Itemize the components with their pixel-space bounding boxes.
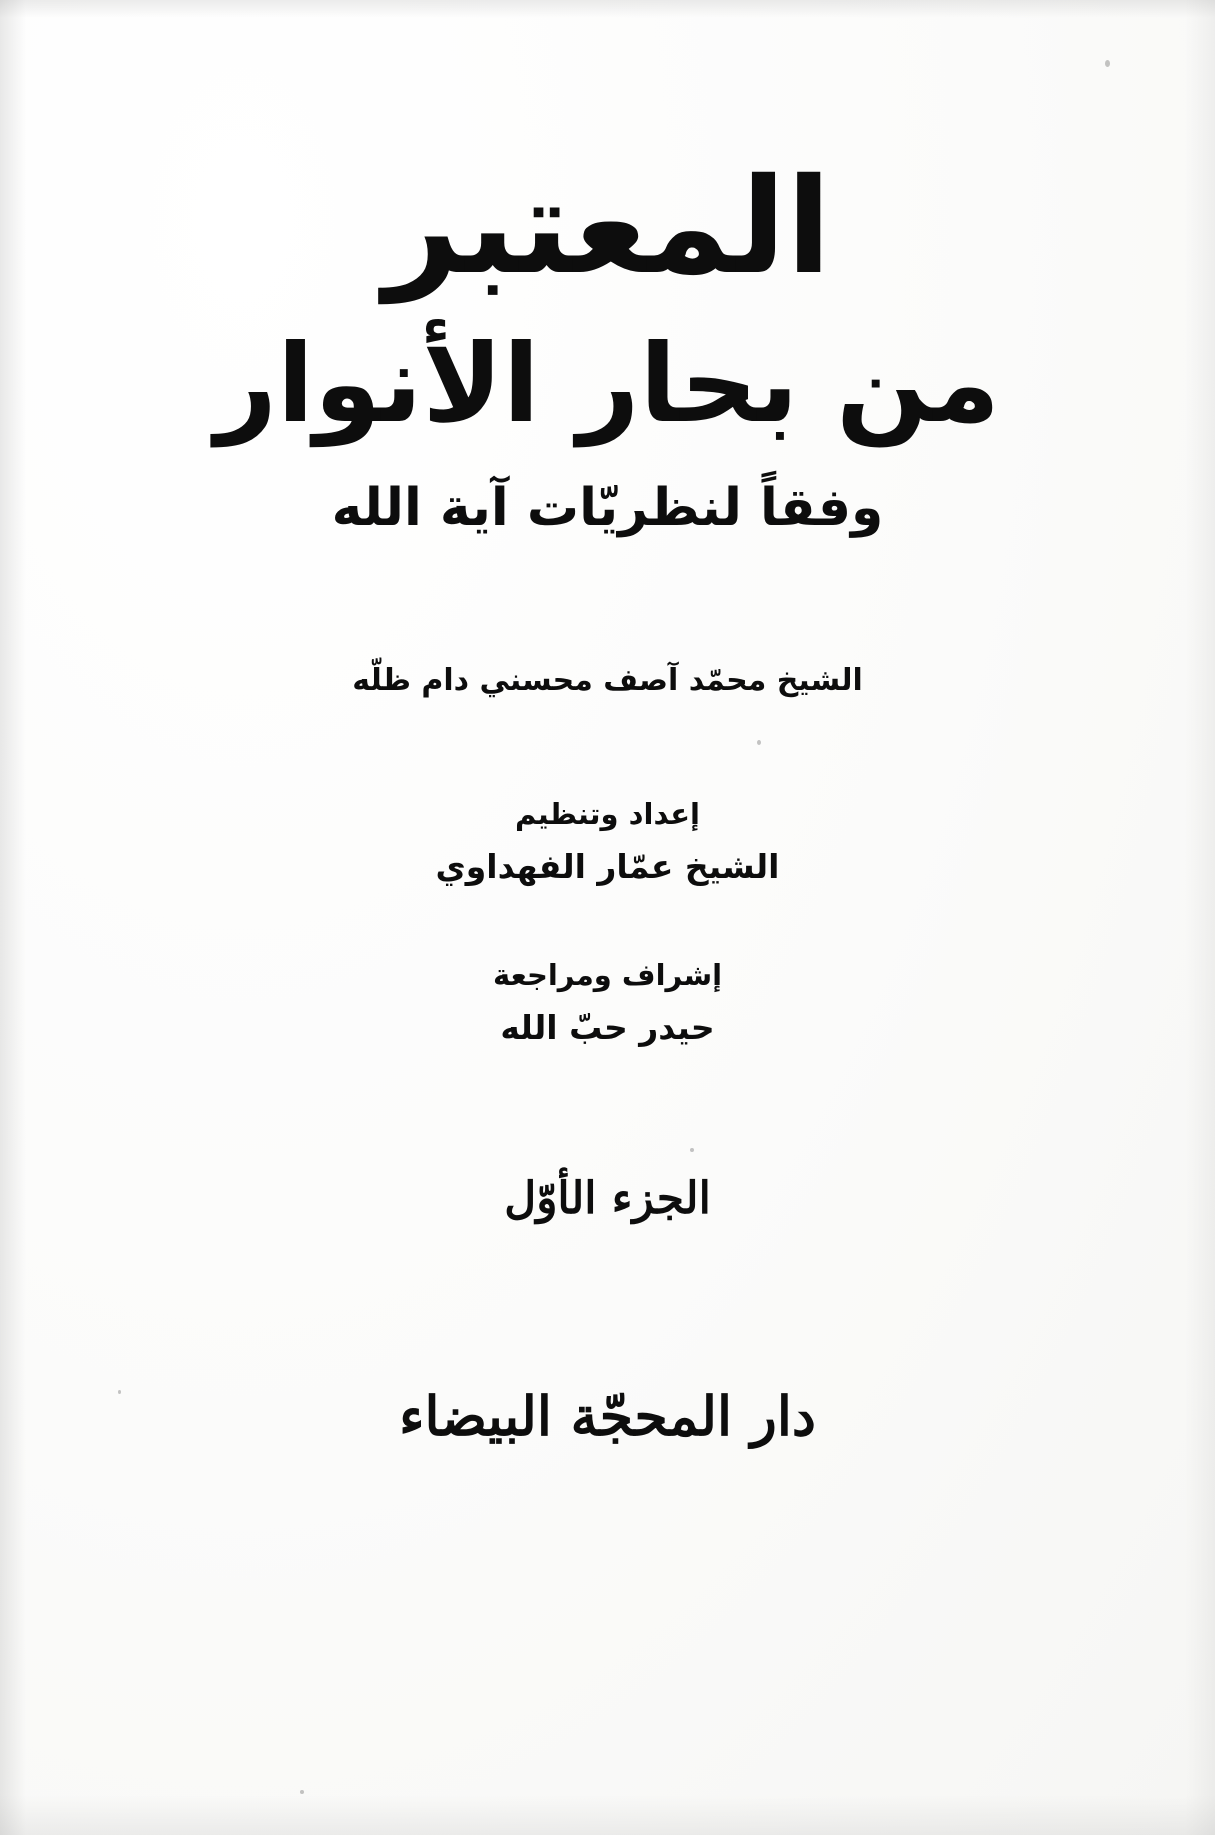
book-title-primary: المعتبر bbox=[383, 150, 832, 304]
book-author: الشيخ محمّد آصف محسني دام ظلّه bbox=[352, 662, 863, 698]
book-title-secondary: من بحار الأنوار bbox=[214, 321, 1001, 447]
credit-role-label: إعداد وتنظيم bbox=[515, 796, 701, 831]
credit-role-label: إشراف ومراجعة bbox=[492, 957, 723, 992]
publisher-name: دار المحجّة البيضاء bbox=[399, 1383, 816, 1448]
credit-block-preparation bbox=[436, 793, 780, 892]
credit-block-supervision bbox=[493, 954, 722, 1053]
book-subtitle: وفقاً لنظريّات آية الله bbox=[331, 478, 884, 539]
credit-person-name: حيدر حبّ الله bbox=[500, 1008, 715, 1048]
credit-person-name: الشيخ عمّار الفهداوي bbox=[435, 847, 780, 887]
volume-label: الجزء الأوّل bbox=[504, 1172, 711, 1224]
